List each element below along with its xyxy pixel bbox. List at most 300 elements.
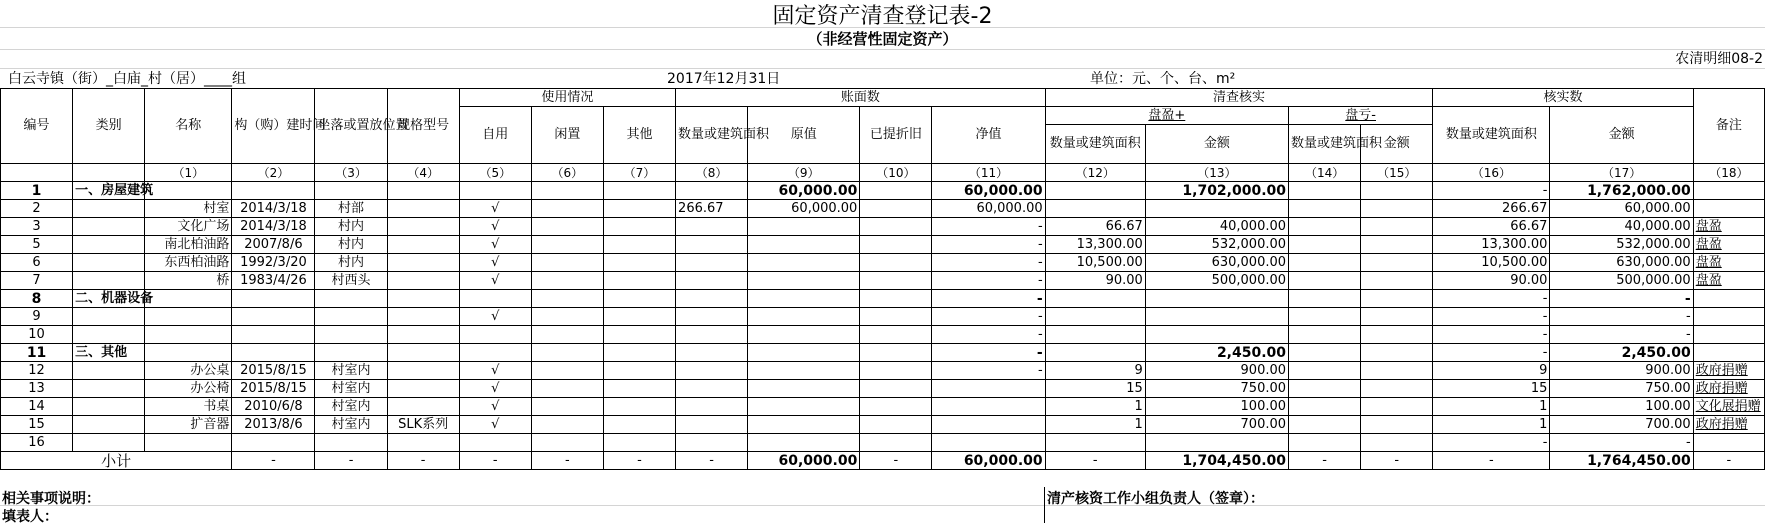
cell-loc: 村室内 [315,380,387,398]
column-index-cell: （5） [459,164,531,182]
cell-damt [1361,398,1433,416]
cell-remark [1693,290,1764,308]
column-index-cell: （3） [315,164,387,182]
cell-time: 2007/8/6 [232,236,315,254]
cell-name: 扩音器 [145,416,232,434]
subtotal-spec: - [387,452,459,470]
cell-cat [73,398,145,416]
cell-time [232,290,315,308]
subtotal-remark: - [1693,452,1764,470]
cell-id: 14 [1,398,73,416]
table-row [1,362,1765,380]
cell-remark: 政府捐赠 [1693,362,1764,380]
header-usage-self: 自用 [459,107,531,164]
cell-vamt: 700.00 [1550,416,1693,434]
cell-bdep [860,218,932,236]
cell-time: 2015/8/15 [232,362,315,380]
cell-remark [1693,308,1764,326]
cell-remark [1693,344,1764,362]
header-book-orig: 原值 [748,107,860,164]
cell-borig [748,398,860,416]
cell-bdep [860,326,932,344]
cell-vamt: - [1550,326,1693,344]
cell-dqty [1289,218,1361,236]
cell-sqty [1045,182,1145,200]
cell-borig [748,362,860,380]
cell-spec [387,434,459,452]
cell-remark: 盘盈 [1693,254,1764,272]
cell-dqty [1289,200,1361,218]
cell-vqty: 1 [1433,398,1550,416]
cell-other [603,200,675,218]
cell-id: 3 [1,218,73,236]
asset-table [0,88,1765,470]
cell-self: √ [459,308,531,326]
cell-name [145,434,232,452]
cell-damt [1361,236,1433,254]
table-row [1,290,1765,308]
column-index-cell: （14） [1289,164,1361,182]
cell-cat: 一、房屋建筑 [73,182,145,200]
date-text: 2017年12月31日 [667,71,781,87]
cell-borig: 60,000.00 [748,182,860,200]
header-remark: 备注 [1693,89,1764,164]
cell-other [603,326,675,344]
cell-other [603,182,675,200]
cell-cat [73,326,145,344]
cell-remark: 盘盈 [1693,272,1764,290]
cell-sqty [1045,344,1145,362]
cell-samt: 900.00 [1145,362,1288,380]
column-index-cell: （12） [1045,164,1145,182]
cell-self [459,434,531,452]
column-index-cell: （1） [145,164,232,182]
cell-bqty [676,380,748,398]
cell-id: 9 [1,308,73,326]
cell-sqty [1045,290,1145,308]
cell-dqty [1289,362,1361,380]
table-row [1,398,1765,416]
cell-bqty: 266.67 [676,200,748,218]
cell-id: 10 [1,326,73,344]
column-index-cell: （16） [1433,164,1550,182]
cell-spec [387,362,459,380]
cell-borig [748,272,860,290]
cell-name: 文化广场 [145,218,232,236]
cell-vqty: 90.00 [1433,272,1550,290]
cell-vqty: 13,300.00 [1433,236,1550,254]
cell-id: 11 [1,344,73,362]
header-verified: 核实数 [1433,89,1693,107]
cell-spec [387,254,459,272]
cell-other [603,398,675,416]
cell-bdep [860,290,932,308]
cell-remark [1693,200,1764,218]
cell-sqty: 1 [1045,416,1145,434]
cell-bnet: - [932,326,1045,344]
cell-damt [1361,272,1433,290]
table-row [1,416,1765,434]
subtotal-borig: 60,000.00 [748,452,860,470]
cell-bnet: - [932,308,1045,326]
cell-damt [1361,344,1433,362]
cell-sqty: 9 [1045,362,1145,380]
cell-damt [1361,182,1433,200]
cell-bdep [860,200,932,218]
header-surplus: 盘盈+ [1045,107,1288,125]
cell-name [145,182,232,200]
header-name: 名称 [145,89,232,164]
cell-id: 16 [1,434,73,452]
cell-time: 2014/3/18 [232,200,315,218]
column-index-cell: （10） [860,164,932,182]
cell-self [459,290,531,308]
cell-loc: 村内 [315,254,387,272]
cell-time: 1983/4/26 [232,272,315,290]
cell-dqty [1289,344,1361,362]
cell-spec [387,326,459,344]
cell-sqty [1045,434,1145,452]
cell-other [603,218,675,236]
cell-time: 1992/3/20 [232,254,315,272]
cell-remark: 盘盈 [1693,236,1764,254]
cell-self: √ [459,416,531,434]
cell-dqty [1289,308,1361,326]
cell-dqty [1289,380,1361,398]
cell-loc: 村西头 [315,272,387,290]
cell-name: 书桌 [145,398,232,416]
cell-borig [748,308,860,326]
cell-remark: 文化展捐赠 [1693,398,1764,416]
column-index-cell: （2） [232,164,315,182]
subtotal-self: - [459,452,531,470]
cell-bdep [860,380,932,398]
header-id: 编号 [1,89,73,164]
grid-line [0,68,1765,69]
cell-remark [1693,326,1764,344]
grid-line [1044,487,1045,523]
cell-loc [315,290,387,308]
cell-bnet [932,416,1045,434]
cell-samt [1145,308,1288,326]
cell-bnet [932,380,1045,398]
table-row [1,380,1765,398]
header-check: 清查核实 [1045,89,1433,107]
cell-cat [73,308,145,326]
cell-idle [531,344,603,362]
cell-id: 8 [1,290,73,308]
cell-vamt: 1,762,000.00 [1550,182,1693,200]
cell-vqty: 15 [1433,380,1550,398]
cell-bnet: - [932,362,1045,380]
cell-loc [315,344,387,362]
cell-vamt: 60,000.00 [1550,200,1693,218]
cell-samt [1145,290,1288,308]
cell-idle [531,182,603,200]
table-body [1,182,1765,452]
form-title: 固定资产清查登记表-2 [772,4,993,29]
cell-vqty: 1 [1433,416,1550,434]
subtotal-label: 小计 [1,452,232,470]
header-spec: 规格型号 [387,89,459,164]
cell-bdep [860,236,932,254]
cell-bnet: 60,000.00 [932,200,1045,218]
cell-cat: 二、机器设备 [73,290,145,308]
column-index-cell: （9） [748,164,860,182]
cell-vamt: 100.00 [1550,398,1693,416]
cell-time: 2010/6/8 [232,398,315,416]
cell-borig [748,434,860,452]
cell-samt [1145,200,1288,218]
cell-id: 6 [1,254,73,272]
cell-sqty [1045,200,1145,218]
table-row [1,218,1765,236]
cell-time [232,326,315,344]
cell-samt: 630,000.00 [1145,254,1288,272]
header-verified-amt: 金额 [1550,107,1693,164]
cell-cat [73,416,145,434]
location-text: 白云寺镇（街）_白庙_村（居）____组 [8,71,246,87]
cell-borig [748,344,860,362]
cell-spec [387,182,459,200]
cell-idle [531,236,603,254]
cell-name: 南北柏油路 [145,236,232,254]
cell-damt [1361,308,1433,326]
subtotal-other: - [603,452,675,470]
cell-id: 15 [1,416,73,434]
cell-cat [73,272,145,290]
cell-bdep [860,344,932,362]
grid-line [0,505,1765,506]
cell-borig [748,380,860,398]
cell-name [145,308,232,326]
cell-damt [1361,380,1433,398]
cell-bdep [860,182,932,200]
header-book-dep: 已提折旧 [860,107,932,164]
index-cell-empty [1,164,73,182]
column-index-cell: （18） [1693,164,1764,182]
cell-idle [531,254,603,272]
cell-spec [387,308,459,326]
column-index-cell: （15） [1361,164,1433,182]
cell-id: 13 [1,380,73,398]
cell-borig [748,290,860,308]
cell-cat [73,254,145,272]
header-book-qty: 数量或建筑面积 [676,107,748,164]
cell-bdep [860,362,932,380]
header-usage: 使用情况 [459,89,675,107]
cell-bqty [676,308,748,326]
cell-vamt: - [1550,308,1693,326]
cell-name: 东西柏油路 [145,254,232,272]
cell-samt [1145,434,1288,452]
cell-spec [387,218,459,236]
cell-idle [531,434,603,452]
subtotal-sqty: - [1045,452,1145,470]
cell-cat [73,380,145,398]
cell-other [603,416,675,434]
cell-bdep [860,398,932,416]
cell-idle [531,416,603,434]
header-surplus-qty: 数量或建筑面积 [1045,125,1145,164]
cell-spec [387,344,459,362]
cell-other [603,236,675,254]
cell-self: √ [459,200,531,218]
cell-damt [1361,326,1433,344]
cell-other [603,344,675,362]
cell-vamt: - [1550,434,1693,452]
cell-idle [531,272,603,290]
subtotal-vqty: - [1433,452,1550,470]
cell-self: √ [459,254,531,272]
cell-damt [1361,290,1433,308]
cell-self [459,344,531,362]
cell-idle [531,218,603,236]
cell-loc: 村内 [315,236,387,254]
cell-borig [748,218,860,236]
column-index-cell: （6） [531,164,603,182]
cell-vqty: 66.67 [1433,218,1550,236]
cell-bnet: - [932,344,1045,362]
cell-loc: 村部 [315,200,387,218]
cell-loc [315,326,387,344]
cell-name: 办公桌 [145,362,232,380]
cell-samt: 100.00 [1145,398,1288,416]
header-build-time: 构（购）建时间 [232,89,315,164]
cell-idle [531,380,603,398]
cell-name [145,344,232,362]
cell-samt: 1,702,000.00 [1145,182,1288,200]
cell-samt: 750.00 [1145,380,1288,398]
cell-samt: 532,000.00 [1145,236,1288,254]
cell-name: 村室 [145,200,232,218]
cell-remark: 盘盈 [1693,218,1764,236]
cell-vamt: 750.00 [1550,380,1693,398]
cell-vamt: 40,000.00 [1550,218,1693,236]
subtotal-dqty: - [1289,452,1361,470]
column-index-cell: （11） [932,164,1045,182]
cell-self [459,326,531,344]
cell-spec: SLK系列 [387,416,459,434]
cell-cat [73,434,145,452]
cell-loc: 村室内 [315,398,387,416]
subtotal-vamt: 1,764,450.00 [1550,452,1693,470]
cell-damt [1361,218,1433,236]
cell-dqty [1289,434,1361,452]
cell-sqty [1045,326,1145,344]
cell-vqty: - [1433,344,1550,362]
cell-sqty: 90.00 [1045,272,1145,290]
cell-vqty: 266.67 [1433,200,1550,218]
cell-loc [315,308,387,326]
cell-bnet: - [932,236,1045,254]
cell-loc: 村内 [315,218,387,236]
cell-borig [748,254,860,272]
cell-id: 2 [1,200,73,218]
column-index-cell: （4） [387,164,459,182]
cell-other [603,434,675,452]
cell-bnet: - [932,218,1045,236]
cell-loc: 村室内 [315,416,387,434]
cell-samt [1145,326,1288,344]
cell-damt [1361,362,1433,380]
cell-self: √ [459,272,531,290]
table-row [1,344,1765,362]
cell-spec [387,200,459,218]
cell-vqty: - [1433,290,1550,308]
cell-other [603,362,675,380]
grid-line [0,27,1765,28]
subtotal-bqty: - [676,452,748,470]
cell-name: 桥 [145,272,232,290]
cell-vqty: - [1433,308,1550,326]
cell-bnet: 60,000.00 [932,182,1045,200]
cell-vqty: - [1433,434,1550,452]
column-index-cell: （17） [1550,164,1693,182]
cell-id: 12 [1,362,73,380]
table-row [1,200,1765,218]
header-verified-qty: 数量或建筑面积 [1433,107,1550,164]
header-deficit: 盘亏- [1289,107,1433,125]
subtotal-loc: - [315,452,387,470]
cell-bqty [676,398,748,416]
cell-spec [387,236,459,254]
cell-idle [531,326,603,344]
cell-bqty [676,416,748,434]
cell-sqty: 66.67 [1045,218,1145,236]
cell-id: 5 [1,236,73,254]
cell-self: √ [459,398,531,416]
header-usage-other: 其他 [603,107,675,164]
cell-bqty [676,182,748,200]
cell-spec [387,380,459,398]
cell-idle [531,290,603,308]
cell-loc [315,182,387,200]
cell-vqty: - [1433,182,1550,200]
header-book: 账面数 [676,89,1046,107]
cell-sqty: 13,300.00 [1045,236,1145,254]
table-row [1,272,1765,290]
cell-sqty: 10,500.00 [1045,254,1145,272]
cell-self [459,182,531,200]
cell-dqty [1289,416,1361,434]
cell-vqty: 9 [1433,362,1550,380]
cell-samt: 2,450.00 [1145,344,1288,362]
form-subtitle: （非经营性固定资产） [807,30,958,48]
cell-remark [1693,434,1764,452]
cell-cat [73,218,145,236]
cell-samt: 700.00 [1145,416,1288,434]
cell-bdep [860,254,932,272]
cell-name [145,326,232,344]
cell-time: 2015/8/15 [232,380,315,398]
index-cell-empty [73,164,145,182]
cell-dqty [1289,236,1361,254]
subtotal-time: - [232,452,315,470]
cell-cat [73,236,145,254]
cell-vqty: - [1433,326,1550,344]
cell-bqty [676,344,748,362]
cell-borig [748,236,860,254]
cell-sqty: 15 [1045,380,1145,398]
column-index-cell: （7） [603,164,675,182]
cell-bdep [860,416,932,434]
cell-sqty: 1 [1045,398,1145,416]
cell-time: 2014/3/18 [232,218,315,236]
cell-bdep [860,272,932,290]
cell-dqty [1289,272,1361,290]
cell-name [145,290,232,308]
